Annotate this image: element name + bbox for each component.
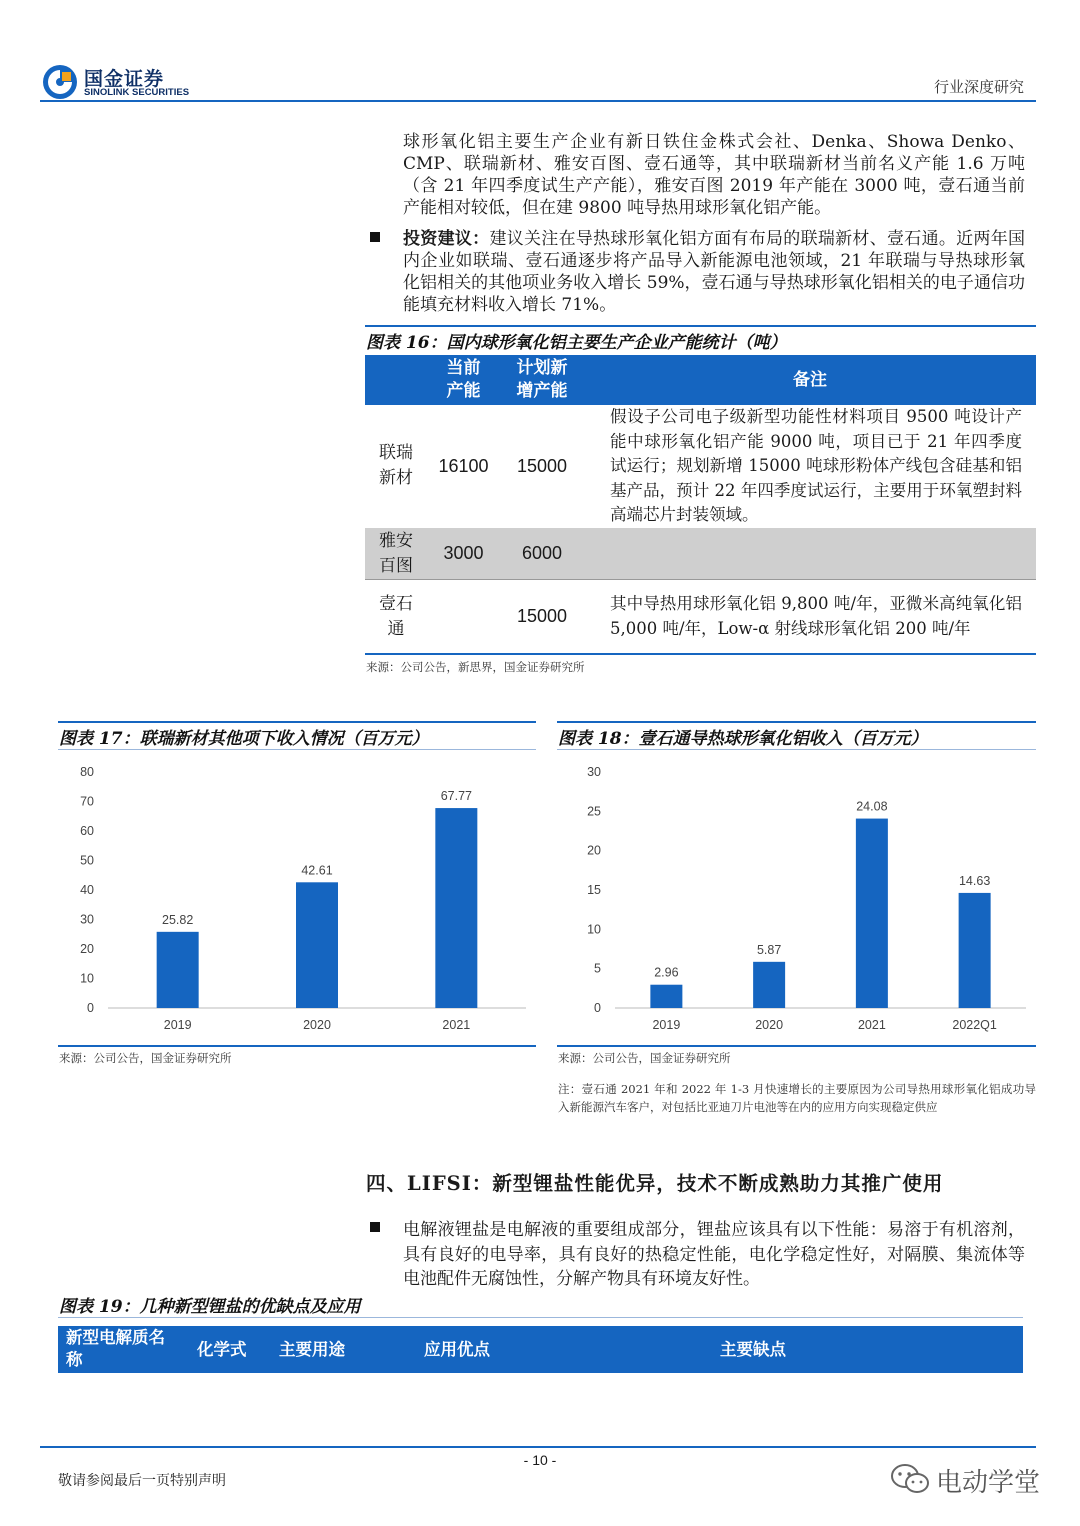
fig17-title-rule <box>58 721 536 723</box>
col-company <box>365 355 427 405</box>
watermark-text: 电动学堂 <box>936 1468 1041 1498</box>
footer-divider <box>40 1446 1036 1448</box>
col-planned-capacity: 计划新 增产能 <box>500 355 584 405</box>
data-label: 2.96 <box>654 965 679 980</box>
bar <box>157 932 199 1008</box>
col-note: 备注 <box>584 355 1036 405</box>
x-tick-label: 2022Q1 <box>952 1018 997 1032</box>
invest-label: 投资建议： <box>403 229 490 249</box>
table-header-row <box>365 355 1036 405</box>
x-tick-label: 2021 <box>857 1018 886 1032</box>
fig16-title-rule <box>365 325 1036 327</box>
planned-capacity: 6000 <box>500 528 584 580</box>
col-advantages: 应用优点 <box>424 1340 490 1359</box>
wechat-icon <box>890 1462 930 1496</box>
col-disadvantages: 主要缺点 <box>720 1340 786 1359</box>
table-bottom-rule <box>365 653 1036 655</box>
col-current-capacity: 当前 产能 <box>427 355 500 405</box>
data-label: 67.77 <box>440 789 472 804</box>
disclaimer-note: 敬请参阅最后一页特别声明 <box>58 1473 226 1489</box>
logo-name-en: SINOLINK SECURITIES <box>84 87 190 98</box>
fig18-title-underline <box>557 749 1036 750</box>
company-logo <box>42 62 202 102</box>
invest-text: 建议关注在导热球形氧化铝方面有布局的联瑞新材、壹石通。近两年国内企业如联瑞、壹石通逐步将产品导入新能源电池领域，21 年联瑞与导热球形氧化铝相关的其他项业务收入增长 59%，壹石通与导热球形氧化铝相关的电子通信功能填充材料收入增长 71%。 <box>403 229 1026 315</box>
table-row-divider <box>365 579 1036 580</box>
bar <box>650 985 682 1008</box>
table-row <box>365 580 1036 654</box>
company-name: 雅安 百图 <box>365 528 427 580</box>
y-tick-label: 0 <box>87 1001 94 1015</box>
x-tick-label: 2020 <box>303 1018 331 1032</box>
fig16-source: 来源：公司公告，新思界，国金证券研究所 <box>366 660 585 674</box>
x-tick-label: 2019 <box>652 1018 681 1032</box>
x-tick-label: 2020 <box>755 1018 784 1032</box>
current-capacity: 16100 <box>438 455 489 476</box>
y-tick-label: 20 <box>80 942 94 956</box>
capacity-table <box>365 355 1036 654</box>
fig17-bottom-rule <box>58 1045 536 1047</box>
company-name: 壹石 通 <box>379 593 413 639</box>
table-row <box>365 405 1036 528</box>
y-tick-label: 5 <box>594 961 601 976</box>
data-label: 42.61 <box>301 863 333 878</box>
fig18-bottom-rule <box>557 1045 1036 1047</box>
logo-name-cn: 国金证券 <box>84 68 165 90</box>
capacity-note: 其中导热用球形氧化铝 9,800 吨/年，亚微米高纯氧化铝 5,000 吨/年，Low-α 射线球形氧化铝 200 吨/年 <box>610 594 1022 638</box>
bar <box>296 882 338 1008</box>
table-row <box>365 528 1036 580</box>
y-tick-label: 10 <box>587 922 601 937</box>
bar <box>959 893 991 1008</box>
planned-capacity: 15000 <box>516 455 568 476</box>
fig18-title: 图表 18：壹石通导热球形氧化铝收入（百万元） <box>558 729 928 749</box>
section-heading: 四、LIFSI：新型锂盐性能优异，技术不断成熟助力其推广使用 <box>366 1172 944 1195</box>
data-label: 24.08 <box>856 799 888 814</box>
header-divider <box>40 100 1036 102</box>
col-electrolyte-name: 新型电解质名 称 <box>66 1328 165 1369</box>
y-tick-label: 15 <box>587 883 601 897</box>
fig17-bar-chart <box>58 755 536 1040</box>
current-capacity <box>427 580 500 654</box>
capacity-note <box>584 528 1036 580</box>
y-tick-label: 60 <box>80 824 94 838</box>
y-tick-label: 40 <box>80 883 94 897</box>
y-tick-label: 70 <box>80 794 94 809</box>
capacity-note: 假设子公司电子级新型功能性材料项目 9500 吨设计产能中球形氧化铝产能 9000 吨，项目已于 21 年四季度试运行；规划新增 15000 吨球形粉体产线包含硅基和铝基产品，预计 22 年四季度试运行，主要用于环氧塑封料高端芯片封装领域。 <box>610 407 1022 524</box>
fig19-table-header <box>58 1326 1023 1373</box>
page-number: - 10 - <box>523 1452 557 1468</box>
y-tick-label: 25 <box>587 804 601 819</box>
lithium-salt-bullet <box>370 1218 1025 1292</box>
report-type: 行业深度研究 <box>933 78 1024 96</box>
bullet-marker <box>370 232 380 242</box>
sinolink-logo-icon <box>42 64 78 100</box>
y-tick-label: 80 <box>80 765 94 779</box>
investment-suggestion <box>370 228 1025 316</box>
fig17-title-underline <box>58 749 536 750</box>
y-tick-label: 20 <box>587 843 601 858</box>
bullet-marker <box>370 1222 380 1232</box>
y-tick-label: 30 <box>587 765 601 779</box>
fig18-title-rule <box>557 721 1036 723</box>
fig17-source: 来源：公司公告，国金证券研究所 <box>59 1051 232 1065</box>
fig18-note: 注：壹石通 2021 年和 2022 年 1-3 月快速增长的主要原因为公司导热用球形氧化铝成功导入新能源汽车客户，对包括比亚迪刀片电池等在内的应用方向实现稳定供应 <box>558 1082 1036 1114</box>
fig19-title: 图表 19：几种新型锂盐的优缺点及应用 <box>59 1297 361 1317</box>
y-tick-label: 0 <box>594 1001 601 1015</box>
watermark <box>890 1462 1050 1498</box>
fig17-title: 图表 17：联瑞新材其他项下收入情况（百万元） <box>59 729 429 749</box>
x-tick-label: 2019 <box>163 1018 192 1032</box>
company-name: 联瑞 新材 <box>379 443 413 489</box>
current-capacity: 3000 <box>427 528 500 580</box>
y-tick-label: 30 <box>80 912 94 927</box>
bar <box>753 962 785 1008</box>
lithium-salt-text: 电解液锂盐是电解液的重要组成部分，锂盐应该具有以下性能：易溶于有机溶剂，具有良好的电导率，具有良好的热稳定性能，电化学稳定性好，对隔膜、集流体等电池配件无腐蚀性，分解产物具有环境友好性。 <box>403 1220 1025 1289</box>
fig18-source: 来源：公司公告，国金证券研究所 <box>558 1051 731 1065</box>
data-label: 14.63 <box>958 873 991 888</box>
y-tick-label: 10 <box>80 971 94 986</box>
planned-capacity: 15000 <box>516 606 568 626</box>
col-main-use: 主要用途 <box>279 1340 345 1359</box>
data-label: 25.82 <box>162 912 194 927</box>
data-label: 5.87 <box>756 942 782 957</box>
fig18-bar-chart <box>557 755 1036 1040</box>
fig19-title-rule <box>58 1317 1023 1318</box>
bar <box>856 819 888 1008</box>
bar <box>435 808 477 1008</box>
col-formula: 化学式 <box>197 1340 247 1359</box>
y-tick-label: 50 <box>80 853 94 868</box>
body-paragraph: 球形氧化铝主要生产企业有新日铁住金株式会社、Denka、Showa Denko、CMP、联瑞新材、雅安百图、壹石通等，其中联瑞新材当前名义产能 1.6 万吨（含 21 年四季度试生产产能），雅安百图 2019 年产能在 3000 吨，壹石通当前产能相对较低，但在建 9800 吨导热用球形氧化铝产能。 <box>403 132 1025 218</box>
x-tick-label: 2021 <box>442 1018 471 1032</box>
fig16-title: 图表 16：国内球形氧化铝主要生产企业产能统计（吨） <box>366 333 787 353</box>
